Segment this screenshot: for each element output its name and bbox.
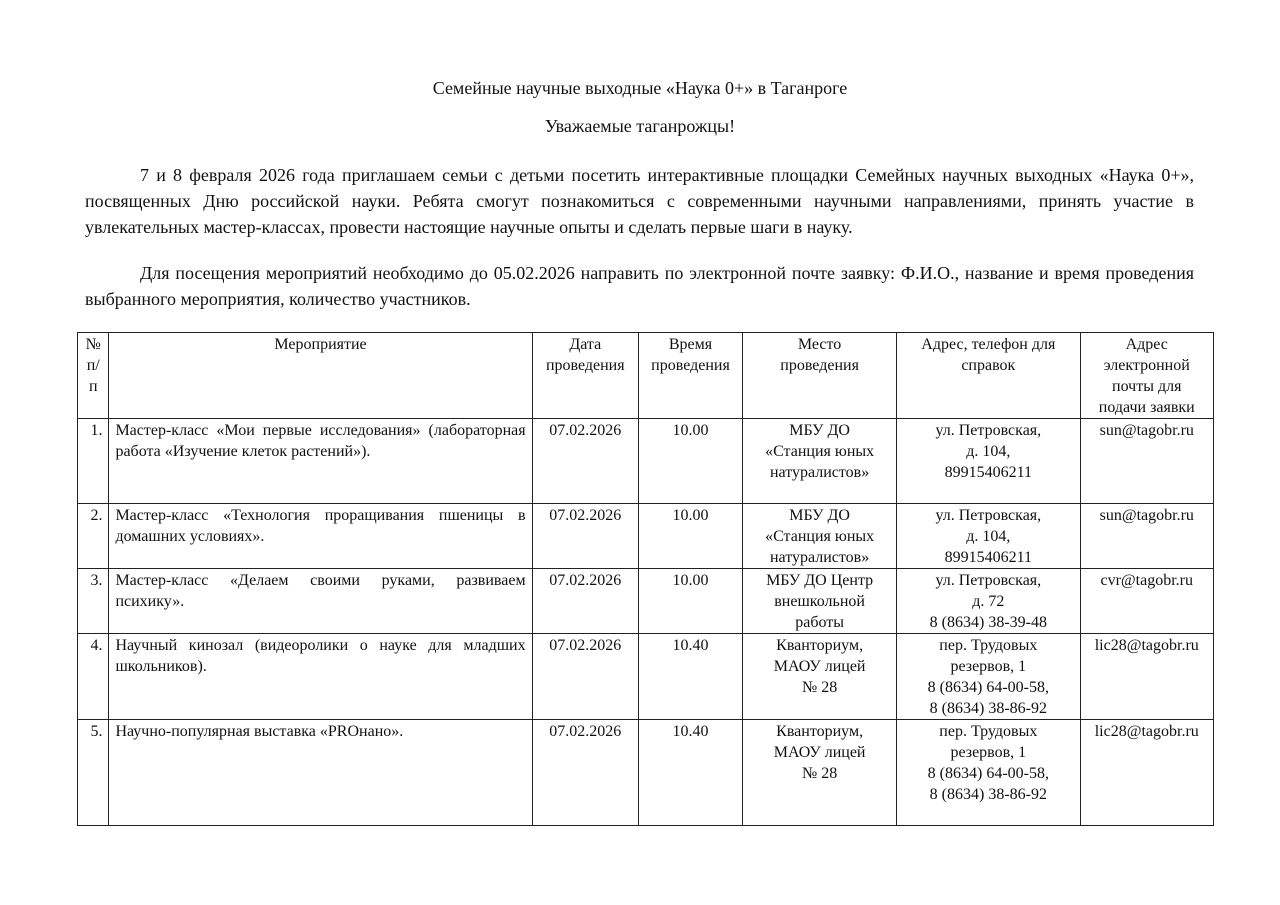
address-line: 89915406211: [944, 549, 1033, 566]
header-date-line: Дата: [569, 336, 602, 353]
place-line: МБУ ДО: [789, 422, 850, 439]
address-line: д. 104,: [966, 443, 1011, 460]
address-line: пер. Трудовых: [939, 723, 1038, 740]
table-header-row: [78, 333, 1214, 419]
row-number: 4.: [78, 634, 109, 720]
row-number: 3.: [78, 569, 109, 634]
header-address-line: справок: [961, 357, 1016, 374]
header-num-line: п/п: [86, 357, 100, 395]
event-address: [897, 504, 1080, 569]
address-line: пер. Трудовых: [939, 637, 1038, 654]
event-date: 07.02.2026: [532, 569, 638, 634]
header-email-line: подачи заявки: [1098, 399, 1195, 416]
event-time: 10.00: [638, 504, 742, 569]
header-num-line: №: [85, 336, 101, 353]
header-address-line: Адрес, телефон для: [921, 336, 1056, 353]
event-time: 10.00: [638, 569, 742, 634]
header-date: [532, 333, 638, 419]
event-address: [897, 419, 1080, 504]
address-line: ул. Петровская,: [935, 572, 1042, 589]
row-number: 5.: [78, 720, 109, 826]
header-email-line: почты для: [1112, 378, 1182, 395]
header-place: [743, 333, 897, 419]
event-name: Мастер-класс «Технология проращивания пшеницы в домашних условиях».: [109, 504, 532, 569]
instructions-paragraph: Для посещения мероприятий необходимо до 05.02.2026 направить по электронной почте заявку: Ф.И.О., название и время проведения выбранного мероприятия, количество участников.: [85, 263, 1194, 309]
event-email: lic28@tagobr.ru: [1080, 720, 1214, 826]
table-row: [78, 569, 1214, 634]
header-date-line: проведения: [545, 357, 625, 374]
place-line: № 28: [801, 679, 838, 696]
event-place: [743, 634, 897, 720]
event-place: [743, 720, 897, 826]
header-place-line: Место: [797, 336, 842, 353]
event-time: 10.40: [638, 720, 742, 826]
event-name: Мастер-класс «Делаем своими руками, развиваем психику».: [109, 569, 532, 634]
header-email-line: Адрес: [1125, 336, 1168, 353]
place-line: МБУ ДО: [789, 507, 850, 524]
document-title: Семейные научные выходные «Наука 0+» в Таганроге: [432, 78, 848, 98]
header-place-line: проведения: [780, 357, 859, 374]
address-line: д. 72: [972, 593, 1005, 610]
event-address: [897, 634, 1080, 720]
address-line: резервов, 1: [950, 744, 1027, 761]
event-email: sun@tagobr.ru: [1080, 504, 1214, 569]
table-row: [78, 634, 1214, 720]
place-line: МБУ ДО Центр: [766, 572, 874, 589]
event-email: sun@tagobr.ru: [1080, 419, 1214, 504]
address-line: 8 (8634) 38-86-92: [929, 786, 1047, 803]
place-line: Кванториум,: [776, 723, 864, 740]
event-time: 10.40: [638, 634, 742, 720]
header-time-line: проведения: [651, 357, 730, 374]
row-number: 1.: [78, 419, 109, 504]
event-date: 07.02.2026: [532, 419, 638, 504]
place-line: натуралистов»: [769, 549, 870, 566]
event-place: [743, 504, 897, 569]
event-email: lic28@tagobr.ru: [1080, 634, 1214, 720]
place-line: «Станция юных: [765, 443, 875, 460]
header-num: [78, 333, 109, 419]
address-line: 8 (8634) 64-00-58,: [927, 679, 1049, 696]
event-name: Научный кинозал (видеоролики о науке для младших школьников).: [109, 634, 532, 720]
address-line: 8 (8634) 38-86-92: [929, 700, 1047, 717]
event-date: 07.02.2026: [532, 720, 638, 826]
address-line: резервов, 1: [950, 658, 1027, 675]
event-time: 10.00: [638, 419, 742, 504]
events-table: [77, 332, 1214, 826]
place-line: № 28: [801, 765, 838, 782]
header-email: [1080, 333, 1214, 419]
place-line: МАОУ лицей: [773, 744, 866, 761]
greeting: Уважаемые таганрожцы!: [544, 116, 736, 136]
event-place: [743, 419, 897, 504]
address-line: 89915406211: [944, 464, 1033, 481]
table-row: [78, 419, 1214, 504]
place-line: внешкольной: [774, 593, 865, 610]
event-name: Научно-популярная выставка «PROнано».: [109, 720, 532, 826]
table-row: [78, 720, 1214, 826]
event-name: Мастер-класс «Мои первые исследования» (лабораторная работа «Изучение клеток растений»).: [109, 419, 532, 504]
event-address: [897, 720, 1080, 826]
event-date: 07.02.2026: [532, 634, 638, 720]
place-line: работы: [795, 614, 844, 631]
row-number: 2.: [78, 504, 109, 569]
address-line: 8 (8634) 38-39-48: [929, 614, 1047, 631]
header-event: Мероприятие: [109, 333, 532, 419]
event-email: cvr@tagobr.ru: [1080, 569, 1214, 634]
place-line: «Станция юных: [765, 528, 875, 545]
place-line: натуралистов»: [769, 464, 870, 481]
header-time: [638, 333, 742, 419]
header-address: [897, 333, 1080, 419]
header-time-line: Время: [668, 336, 713, 353]
event-date: 07.02.2026: [532, 504, 638, 569]
event-address: [897, 569, 1080, 634]
address-line: 8 (8634) 64-00-58,: [927, 765, 1049, 782]
place-line: МАОУ лицей: [773, 658, 866, 675]
address-line: ул. Петровская,: [935, 422, 1042, 439]
header-email-line: электронной: [1103, 357, 1190, 374]
intro-paragraph: 7 и 8 февраля 2026 года приглашаем семьи с детьми посетить интерактивные площадки Семейных научных выходных «Наука 0+», посвященных Дню российской науки. Ребята смогут познакомиться с современными научными направлениями, принять участие в увлекательных мастер-классах, провести настоящие научные опыты и сделать первые шаги в науку.: [85, 165, 1194, 237]
table-row: [78, 504, 1214, 569]
address-line: ул. Петровская,: [935, 507, 1042, 524]
address-line: д. 104,: [966, 528, 1011, 545]
place-line: Кванториум,: [776, 637, 864, 654]
event-place: [743, 569, 897, 634]
